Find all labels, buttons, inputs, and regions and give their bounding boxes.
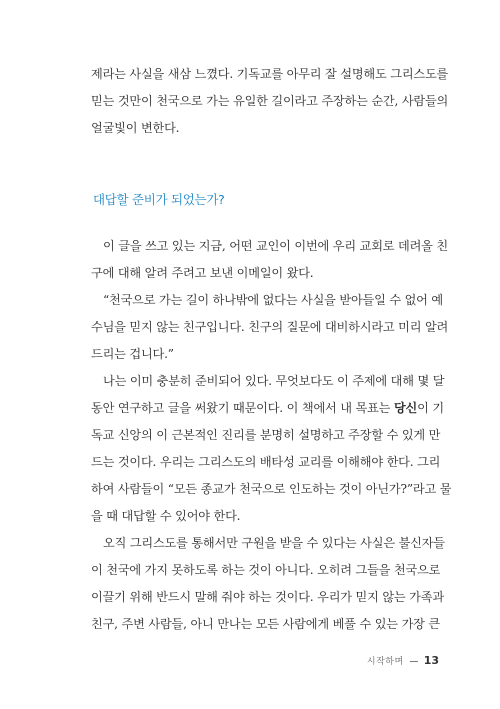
text-line: 제라는 사실을 새삼 느꼈다. 기독교를 아무리 잘 설명해도 그리스도를 bbox=[91, 67, 449, 81]
text-line: 드리는 겁니다.” bbox=[91, 347, 174, 361]
text-line: 친구, 주변 사람들, 아니 만나는 모든 사람에게 베풀 수 있는 가장 큰 bbox=[91, 617, 440, 631]
page-footer bbox=[367, 654, 439, 667]
paragraph-4 bbox=[91, 530, 445, 638]
text-line: 독교 신앙의 이 근본적인 진리를 분명히 설명하고 주장할 수 있게 만 bbox=[91, 428, 441, 442]
text-line: 수님을 믿지 않는 친구입니다. 친구의 질문에 대비하시라고 미리 알려 bbox=[91, 320, 449, 334]
text-line: 오직 그리스도를 통해서만 구원을 받을 수 있다는 사실은 불신자들 bbox=[103, 536, 445, 550]
chapter-title: 시작하며 bbox=[366, 657, 404, 667]
text-line: “천국으로 가는 길이 하나밖에 없다는 사실을 받아들일 수 없어 예 bbox=[103, 293, 443, 307]
text-line: 구에 대해 알려 주려고 보낸 이메일이 왔다. bbox=[91, 266, 314, 280]
text-line: 얼굴빛이 변한다. bbox=[91, 121, 180, 135]
text-line: 을 때 대답할 수 있어야 한다. bbox=[91, 509, 241, 523]
top-paragraph bbox=[91, 61, 449, 142]
paragraph-1 bbox=[91, 233, 448, 287]
page-number: 13 bbox=[423, 654, 439, 667]
section-heading: 대답할 준비가 되었는가? bbox=[93, 192, 225, 207]
emphasis-text: 당신 bbox=[393, 401, 418, 415]
text-line bbox=[91, 395, 444, 422]
text-line: 믿는 것만이 천국으로 가는 유일한 길이라고 주장하는 순간, 사람들의 bbox=[91, 94, 449, 108]
text-segment: 이 기 bbox=[417, 401, 444, 415]
paragraph-3 bbox=[91, 368, 452, 530]
text-line: 드는 것이다. 우리는 그리스도의 배타성 교리를 이해해야 한다. 그리 bbox=[91, 455, 441, 469]
text-line: 이 글을 쓰고 있는 지금, 어떤 교인이 이번에 우리 교회로 데려올 친 bbox=[103, 239, 448, 253]
text-line: 이끌기 위해 반드시 말해 줘야 하는 것이다. 우리가 믿지 않는 가족과 bbox=[91, 590, 444, 604]
text-line: 하여 사람들이 “모든 종교가 천국으로 인도하는 것이 아닌가?”라고 물 bbox=[91, 482, 452, 496]
paragraph-2-quote bbox=[91, 287, 449, 368]
text-line: 이 천국에 가지 못하도록 하는 것이 아니다. 오히려 그들을 천국으로 bbox=[91, 563, 441, 577]
text-line: 나는 이미 충분히 준비되어 있다. 무엇보다도 이 주제에 대해 몇 달 bbox=[103, 374, 445, 388]
footer-rule bbox=[410, 661, 418, 662]
text-segment: 동안 연구하고 글을 써왔기 때문이다. 이 책에서 내 목표는 bbox=[91, 401, 391, 415]
